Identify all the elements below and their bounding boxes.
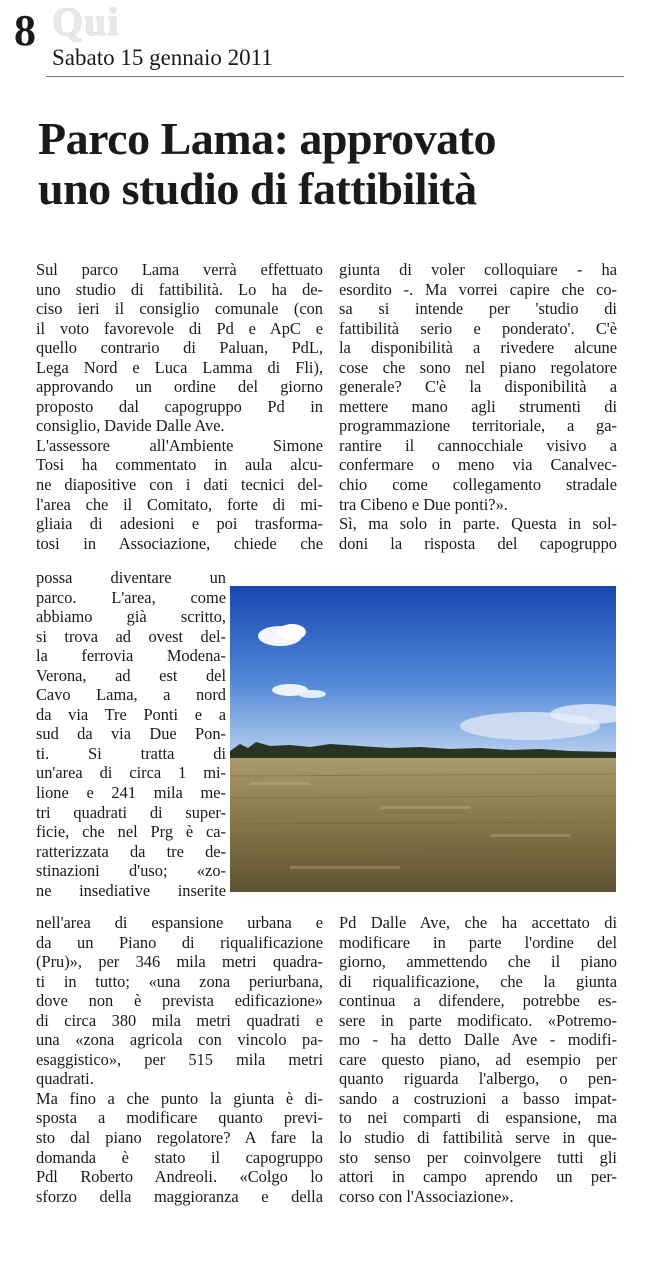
text-line: Sul parco Lama verrà effettuato [36, 260, 323, 279]
text-line: uno studio di fattibilità. Lo ha de- [36, 279, 323, 299]
column-1-wrap [36, 568, 226, 900]
text-line: sando a costruzioni a basso impat- [339, 1088, 617, 1108]
text-line: l'area che il Comitato, forte di mi- [36, 494, 323, 514]
landscape-photo-image [230, 586, 616, 892]
header-rule [46, 76, 624, 77]
text-line: Pdl Roberto Andreoli. «Colgo lo [36, 1167, 323, 1187]
text-line: ficie, che nel Prg è ca- [36, 822, 226, 842]
text-line: Tosi ha commentato in aula alcu- [36, 455, 323, 475]
text-line: L'assessore all'Ambiente Simone [36, 435, 323, 455]
text-line: la disponibilità a rivedere alcune [339, 338, 617, 358]
text-line: tri quadrati di super- [36, 802, 226, 822]
text-line: modificare in parte l'ordine del [339, 932, 617, 952]
text-line: Cavo Lama, a nord [36, 685, 226, 705]
text-line: quello contrario di Paluan, PdL, [36, 338, 323, 358]
column-1-bottom [36, 913, 323, 1206]
text-line: Ma fino a che punto la giunta è di- [36, 1088, 323, 1108]
text-line: corso con l'Associazione». [339, 1186, 514, 1206]
article-headline [38, 114, 628, 214]
text-line: tosi in Associazione, chiede che [36, 533, 323, 553]
text-line: rantire il cannocchiale visivo a [339, 435, 617, 455]
text-line: il voto favorevole di Pd e ApC e [36, 318, 323, 338]
text-line: quadrati. [36, 1069, 94, 1089]
text-line: Pd Dalle Ave, che ha accettato di [339, 913, 617, 932]
text-line: confermare o meno via Canalvec- [339, 455, 617, 475]
text-line: esordito -. Ma vorrei capire che co- [339, 279, 617, 299]
text-line: si trova ad ovest del- [36, 626, 226, 646]
text-line: Verona, ad est del [36, 665, 226, 685]
text-line: di circa 380 mila metri quadrati e [36, 1010, 323, 1030]
page-number: 8 [14, 6, 36, 55]
text-line: dove non è prevista edificazione» [36, 991, 323, 1011]
text-line: to nei comparti di espansione, ma [339, 1108, 617, 1128]
text-line: un'area di circa 1 mi- [36, 763, 226, 783]
issue-date: Sabato 15 gennaio 2011 [52, 45, 273, 70]
text-line: tra Cibeno e Due ponti?». [339, 494, 508, 514]
text-line: approvando un ordine del giorno [36, 377, 323, 397]
text-line: ciso ieri il consiglio comunale (con [36, 299, 323, 319]
text-line: Sì, ma solo in parte. Questa in sol- [339, 514, 617, 534]
text-line: cose che sono nel piano regolatore [339, 357, 617, 377]
text-line: sto senso per coinvolgere tutti gli [339, 1147, 617, 1167]
text-line: lo studio di fattibilità serve in que- [339, 1128, 617, 1148]
text-line: domanda è stato il capogruppo [36, 1147, 323, 1167]
text-line: proposto dal capogruppo Pd in [36, 396, 323, 416]
text-line: continua a difendere, potrebbe es- [339, 991, 617, 1011]
text-line: consiglio, Davide Dalle Ave. [36, 416, 225, 436]
text-line: stinazioni d'uso; «zo- [36, 861, 226, 881]
column-2-top [339, 260, 617, 553]
text-line: sforzo della maggioranza e della [36, 1186, 323, 1206]
text-line: generale? C'è la disponibilità a [339, 377, 617, 397]
text-line: ti in tutto; «una zona periurbana, [36, 971, 323, 991]
text-line: parco. L'area, come [36, 587, 226, 607]
text-line: la ferrovia Modena- [36, 646, 226, 666]
text-line: da via Tre Ponti e a [36, 704, 226, 724]
text-line: da un Piano di riqualificazione [36, 932, 323, 952]
text-line: care questo piano, ad esempio per [339, 1049, 617, 1069]
text-line: abbiamo già scritto, [36, 607, 226, 627]
column-2-bottom [339, 913, 617, 1206]
text-line: sto dal piano regolatore? A fare la [36, 1128, 323, 1148]
text-line: mo - ha detto Dalle Ave - modifi- [339, 1030, 617, 1050]
text-line: sud da via Due Pon- [36, 724, 226, 744]
text-line: sposta a modificare quanto previ- [36, 1108, 323, 1128]
text-line: ratterizzata da tre de- [36, 841, 226, 861]
text-line: ti. Si tratta di [36, 743, 226, 763]
text-line: chio come collegamento stradale [339, 475, 617, 495]
text-line: possa diventare un [36, 568, 226, 587]
text-line: programmazione territoriale, a ga- [339, 416, 617, 436]
text-line: gliaia di adesioni e poi trasforma- [36, 514, 323, 534]
text-line: giorno, ammettendo che il piano [339, 952, 617, 972]
text-line: sere in parte modificato. «Potremo- [339, 1010, 617, 1030]
landscape-photo [230, 586, 616, 892]
headline-line: Parco Lama: approvato [38, 113, 496, 164]
text-line: sa si intende per 'studio di [339, 299, 617, 319]
text-line: doni la risposta del capogruppo [339, 533, 617, 553]
text-line: ne diapositive con i dati tecnici del- [36, 475, 323, 495]
text-line: attori in campo aprendo un per- [339, 1167, 617, 1187]
masthead-logo: Qui [52, 0, 120, 44]
text-line: mettere mano agli strumenti di [339, 396, 617, 416]
text-line: (Pru)», per 346 mila metri quadra- [36, 952, 323, 972]
text-line: nell'area di espansione urbana e [36, 913, 323, 932]
text-line: giunta di voler colloquiare - ha [339, 260, 617, 279]
text-line: quanto riguarda l'albergo, o pen- [339, 1069, 617, 1089]
text-line: Lega Nord e Luca Lamma di Fli), [36, 357, 323, 377]
column-1-top [36, 260, 323, 553]
text-line: esaggistico», per 515 mila metri [36, 1049, 323, 1069]
text-line: ne insediative inserite [36, 880, 226, 900]
text-line: lione e 241 mila me- [36, 783, 226, 803]
text-line: una «zona agricola con vincolo pa- [36, 1030, 323, 1050]
text-line: fattibilità serio e ponderato'. C'è [339, 318, 617, 338]
text-line: di riqualificazione, che la giunta [339, 971, 617, 991]
headline-line: uno studio di fattibilità [38, 163, 477, 214]
